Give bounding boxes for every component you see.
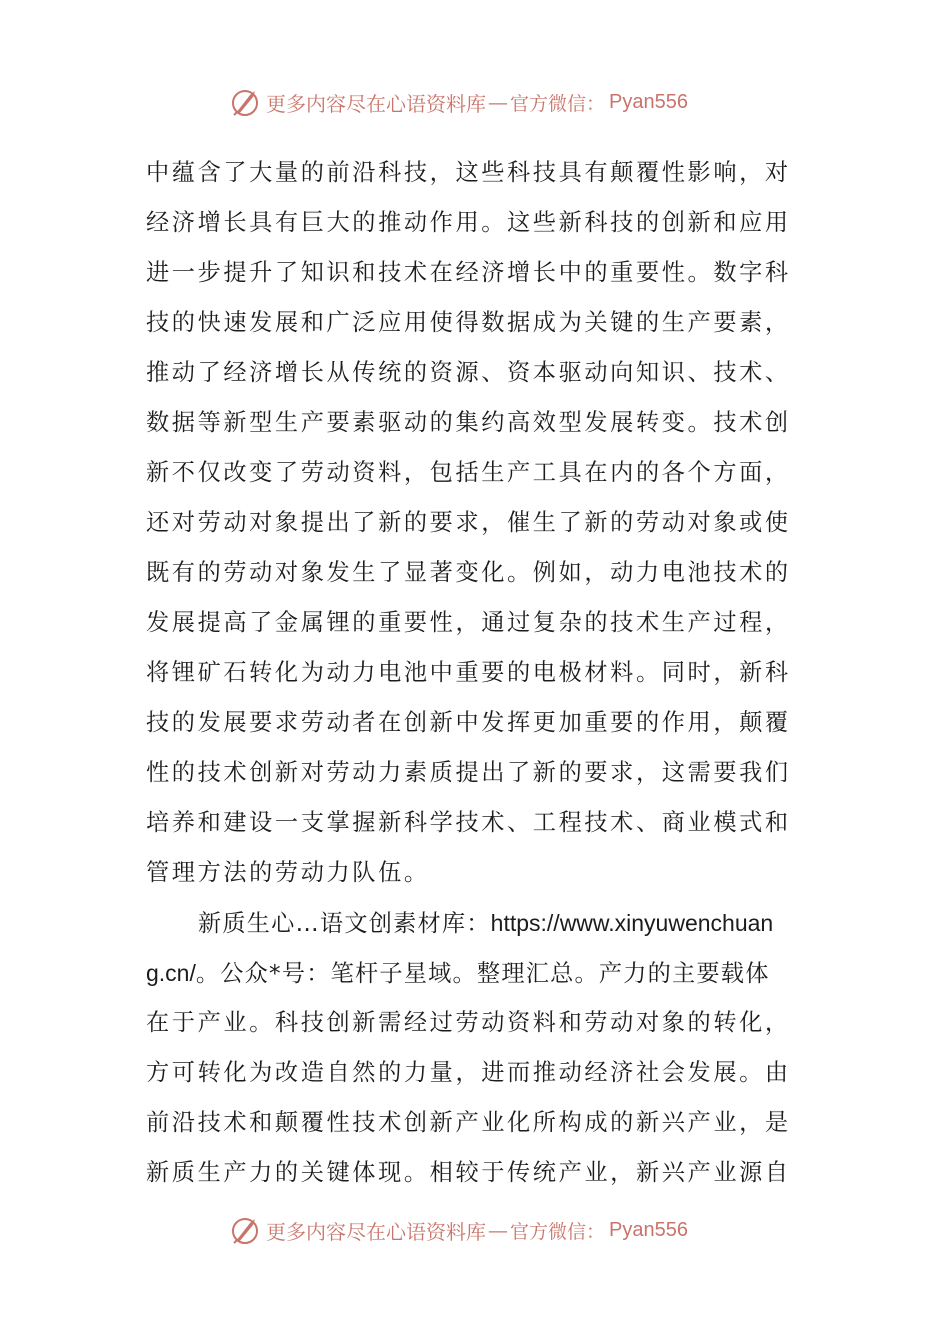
text-line-with-url [146,948,806,998]
text-line: 培养和建设一支掌握新科学技术、工程技术、商业模式和 [146,809,791,836]
text-line: 既有的劳动对象发生了显著变化。例如，动力电池技术的 [146,559,791,586]
text-line: 中蕴含了大量的前沿科技，这些科技具有颠覆性影响，对 [146,159,791,186]
text-line: 前沿技术和颠覆性技术创新产业化所构成的新兴产业，是 [146,1109,791,1136]
footer-wechat-id: Pyan556 [609,1218,688,1241]
text-line: 新质生产力的关键体现。相较于传统产业，新兴产业源自 [146,1159,791,1186]
header-dash: — [488,90,508,114]
text-line: 技的快速发展和广泛应用使得数据成为关键的生产要素， [146,309,791,336]
header-wechat-label: 官方微信： [510,92,606,115]
text-line: 将锂矿石转化为动力电池中重要的电极材料。同时，新科 [146,659,791,686]
text-line: 推动了经济增长从传统的资源、资本驱动向知识、技术、 [146,359,791,386]
article-body [146,148,806,1198]
footer-brand-text: 更多内容尽在心语资料库 [266,1219,486,1244]
footer-dash: — [488,1218,508,1242]
header-wechat-id: Pyan556 [609,90,688,113]
text-line: 新不仅改变了劳动资料，包括生产工具在内的各个方面， [146,459,791,486]
text-line-with-url [146,898,806,948]
header-watermark-banner [228,82,728,122]
text-line: 在于产业。科技创新需经过劳动资料和劳动对象的转化， [146,1009,791,1036]
text-line: 管理方法的劳动力队伍。 [146,859,430,886]
pen-nib-logo-icon [228,1213,262,1247]
text-line: 还对劳动对象提出了新的要求，催生了新的劳动对象或使 [146,509,791,536]
paragraph2-lead-text: 新质生心…语文创素材库： [198,910,491,937]
pen-nib-logo-icon [228,85,262,119]
text-line: 性的技术创新对劳动力素质提出了新的要求，这需要我们 [146,759,791,786]
header-brand-text: 更多内容尽在心语资料库 [266,91,486,116]
footer-watermark-banner [228,1210,728,1250]
text-line: 方可转化为改造自然的力量，进而推动经济社会发展。由 [146,1059,791,1086]
footer-wechat-label: 官方微信： [510,1220,606,1243]
text-line: 技的发展要求劳动者在创新中发挥更加重要的作用，颠覆 [146,709,791,736]
source-url-part2[interactable]: g.cn/ [146,960,196,986]
text-line: 经济增长具有巨大的推动作用。这些新科技的创新和应用 [146,209,791,236]
source-url-part1[interactable]: https://www.xinyuwenchuan [490,910,774,936]
text-line: 数据等新型生产要素驱动的集约高效型发展转变。技术创 [146,409,791,436]
text-line: 发展提高了金属锂的重要性，通过复杂的技术生产过程， [146,609,791,636]
paragraph2-continuation: 。公众*号：笔杆子星域。整理汇总。产力的主要载体 [195,960,770,987]
text-line: 进一步提升了知识和技术在经济增长中的重要性。数字科 [146,259,791,286]
